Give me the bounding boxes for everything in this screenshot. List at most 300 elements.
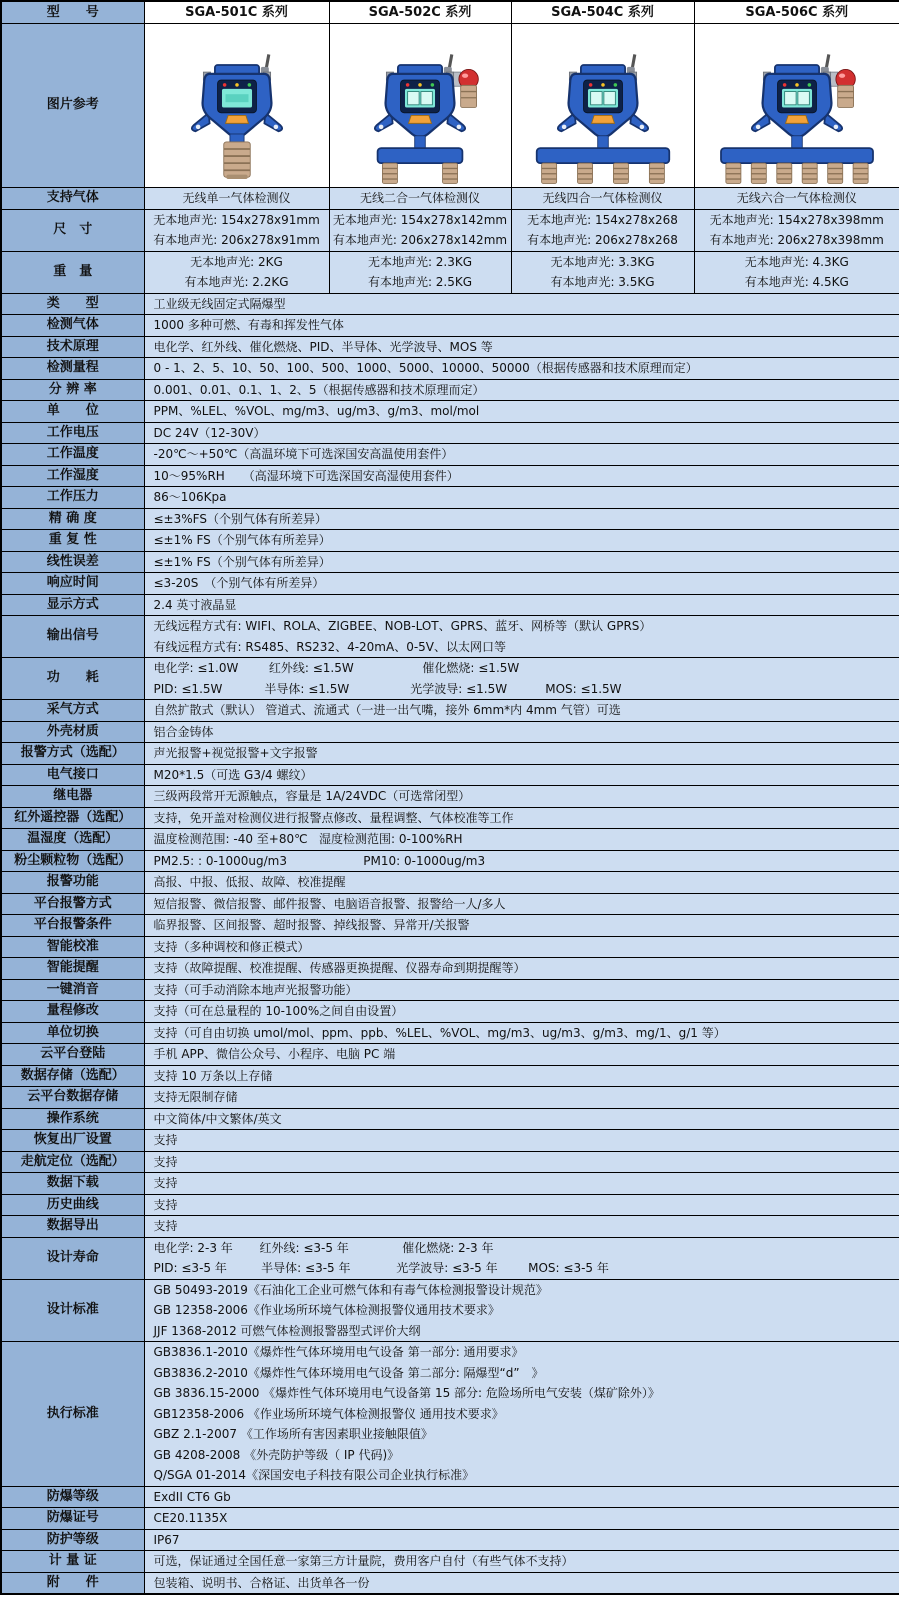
table-row	[1, 893, 899, 915]
spec-value-line: 无线二合一气体检测仪	[359, 191, 480, 205]
row-label	[1, 616, 144, 658]
spec-value-line: 支持 10 万条以上存储	[153, 1068, 273, 1083]
row-label	[1, 1237, 144, 1279]
spec-value-line: 有本地声光: 206x278x398mm	[709, 233, 884, 247]
spec-value-cell	[144, 1065, 899, 1087]
row-label	[1, 658, 144, 700]
spec-value-line: 0.001、0.01、0.1、1、2、5（根据传感器和技术原理而定）	[153, 382, 485, 397]
spec-value-cell	[329, 209, 511, 251]
spec-value-line: 支持，免开盖对检测仪进行报警点修改、量程调整、气体校准等工作	[153, 810, 514, 825]
spec-value-line: 工业级无线固定式隔爆型	[153, 296, 286, 311]
spec-value-line: 无线六合一气体检测仪	[736, 191, 857, 205]
table-row	[1, 487, 899, 509]
table-row	[1, 1151, 899, 1173]
row-label-text: 一键消音	[46, 981, 99, 997]
spec-value-line: 温度检测范围: -40 至+80℃ 湿度检测范围: 0-100%RH	[153, 832, 463, 846]
row-label-text: 云平台数据存储	[27, 1089, 119, 1104]
row-label	[1, 786, 144, 808]
spec-value-cell	[144, 358, 899, 380]
row-label-text: 数据导出	[46, 1218, 99, 1233]
table-row	[1, 1508, 899, 1530]
spec-value-cell	[144, 465, 899, 487]
row-label-text: 工作压力	[46, 489, 99, 504]
row-label	[1, 807, 144, 829]
spec-value-cell	[144, 958, 899, 980]
spec-value-cell	[144, 594, 899, 616]
product-image-cell-1	[329, 24, 511, 188]
spec-value-cell	[144, 979, 899, 1001]
spec-value-line: 无线远程方式有: WIFI、ROLA、ZIGBEE、NOB-LOT、GPRS、蓝牙、网桥等（默认 GPRS）	[153, 619, 652, 633]
row-label-text: 检测量程	[46, 360, 99, 375]
row-label	[1, 444, 144, 466]
spec-value-cell	[144, 1130, 899, 1152]
spec-value-line: 可选，保证通过全国任意一家第三方计量院，费用客户自付（有些气体不支持）	[153, 1554, 574, 1568]
spec-value-line: 无本地声光: 2KG	[190, 254, 283, 269]
table-row	[1, 422, 899, 444]
row-label-text: 电气接口	[46, 766, 99, 782]
spec-value-cell	[144, 829, 899, 851]
row-label-text: 粉尘颗粒物（选配）	[14, 852, 132, 868]
spec-value-cell	[511, 251, 694, 293]
spec-value-cell	[144, 658, 899, 700]
row-label-text: 线性误差	[46, 553, 99, 569]
row-label-text: 计 量 证	[48, 1553, 97, 1568]
table-row	[1, 1044, 899, 1066]
spec-value-cell	[144, 573, 899, 595]
spec-value-line: Q/SGA 01-2014《深国安电子科技有限公司企业执行标准》	[153, 1468, 475, 1482]
product-image-cell-3	[694, 24, 899, 188]
row-label-text: 报警功能	[46, 874, 99, 889]
table-row	[1, 465, 899, 487]
row-label	[1, 573, 144, 595]
spec-value-cell	[144, 850, 899, 872]
row-label	[1, 1508, 144, 1530]
image-reference-row	[1, 24, 899, 188]
spec-value-cell	[144, 1022, 899, 1044]
row-label-text: 防护等级	[46, 1531, 99, 1547]
spec-value-cell	[144, 1151, 899, 1173]
row-label	[1, 379, 144, 401]
spec-value-cell	[329, 188, 511, 210]
spec-value-line: 支持（多种调校和修正模式）	[153, 939, 310, 954]
row-label-text: 走航定位（选配）	[20, 1153, 125, 1169]
spec-value-line: 有本地声光: 206x278x268	[527, 233, 678, 247]
row-label-text: 防爆证号	[46, 1510, 99, 1525]
table-row	[1, 530, 899, 552]
spec-value-line: 无本地声光: 2.3KG	[367, 254, 473, 269]
table-row	[1, 658, 899, 700]
row-label-text: 型 号	[46, 5, 99, 20]
spec-value-line: 有线远程方式有: RS485、RS232、4-20mA、0-5V、以太网口等	[153, 639, 507, 654]
spec-value-line: 无本地声光: 154x278x91mm	[153, 212, 320, 227]
model-header-2	[511, 1, 694, 24]
table-row	[1, 551, 899, 573]
spec-value-cell	[144, 1216, 899, 1238]
spec-value-line: ≤±1% FS（个别气体有所差异）	[153, 554, 331, 569]
row-label-text: 红外遥控器（选配）	[14, 809, 132, 825]
spec-value-line: 10～95%RH （高湿环境下可选深国安高湿使用套件）	[153, 468, 459, 483]
spec-value-cell	[329, 251, 511, 293]
row-label-text: 防爆等级	[46, 1488, 99, 1504]
row-label-text: 平台报警条件	[33, 917, 112, 932]
row-label-text: 操作系统	[46, 1110, 99, 1126]
spec-value-cell	[144, 700, 899, 722]
table-row	[1, 573, 899, 595]
spec-value-line: 支持	[153, 1219, 178, 1233]
row-label-text: 分 辨 率	[48, 381, 97, 397]
spec-value-line: 支持（可在总量程的 10-100%之间自由设置）	[153, 1004, 404, 1018]
row-label	[1, 422, 144, 444]
row-label	[1, 764, 144, 786]
spec-value-line: GBZ 2.1-2007 《工作场所有害因素职业接触限值》	[153, 1427, 433, 1441]
spec-value-line: 电化学: ≤1.0W 红外线: ≤1.5W 催化燃烧: ≤1.5W	[153, 661, 520, 675]
spec-value-cell	[144, 1108, 899, 1130]
spec-value-line: 中文简体/中文繁体/英文	[153, 1111, 282, 1126]
spec-value-cell	[694, 251, 899, 293]
spec-value-cell	[144, 764, 899, 786]
spec-value-line: 无本地声光: 4.3KG	[744, 254, 849, 269]
spec-value-cell	[144, 251, 329, 293]
row-label-text: 执行标准	[46, 1405, 99, 1421]
row-label	[1, 700, 144, 722]
spec-value-cell	[144, 893, 899, 915]
spec-value-line: 无本地声光: 154x278x268	[527, 212, 678, 227]
model-name: SGA-501C 系列	[185, 5, 288, 20]
spec-value-line: 2.4 英寸液晶显	[153, 597, 237, 612]
row-label	[1, 958, 144, 980]
row-label	[1, 893, 144, 915]
row-label	[1, 1342, 144, 1487]
spec-value-line: 无本地声光: 154x278x142mm	[332, 212, 508, 227]
spec-value-line: 无本地声光: 154x278x398mm	[709, 212, 884, 227]
row-label-image	[1, 24, 144, 188]
row-label-text: 采气方式	[46, 702, 99, 717]
row-label	[1, 1173, 144, 1195]
row-label-text: 工作湿度	[46, 467, 99, 483]
row-label-text: 外壳材质	[46, 723, 99, 739]
spec-value-line: 有本地声光: 206x278x91mm	[153, 233, 320, 247]
row-label-text: 设计寿命	[46, 1249, 99, 1265]
table-row	[1, 1194, 899, 1216]
spec-value-cell	[144, 1486, 899, 1508]
table-row	[1, 807, 899, 829]
table-row	[1, 979, 899, 1001]
table-row	[1, 872, 899, 894]
table-row	[1, 358, 899, 380]
spec-value-cell	[144, 551, 899, 573]
row-label	[1, 209, 144, 251]
spec-value-line: 电化学、红外线、催化燃烧、PID、半导体、光学波导、MOS 等	[153, 339, 493, 354]
row-label-text: 精 确 度	[48, 510, 97, 526]
spec-value-line: 临界报警、区间报警、超时报警、掉线报警、异常开/关报警	[153, 918, 470, 932]
table-row	[1, 209, 899, 251]
spec-value-line: 支持	[153, 1197, 178, 1212]
row-label	[1, 721, 144, 743]
row-label	[1, 1529, 144, 1551]
spec-value-cell	[144, 444, 899, 466]
row-label	[1, 293, 144, 315]
row-label-text: 尺 寸	[53, 221, 93, 237]
row-label	[1, 1065, 144, 1087]
table-row	[1, 743, 899, 765]
row-label	[1, 530, 144, 552]
spec-value-line: ≤±1% FS（个别气体有所差异）	[153, 533, 331, 547]
row-label	[1, 315, 144, 337]
row-label	[1, 1001, 144, 1023]
table-row	[1, 1108, 899, 1130]
spec-value-cell	[144, 1342, 899, 1487]
table-row	[1, 336, 899, 358]
table-row	[1, 1065, 899, 1087]
spec-value-line: 0 - 1、2、5、10、50、100、500、1000、5000、10000、50000（根据传感器和技术原理而定）	[153, 361, 698, 375]
spec-value-line: 声光报警+视觉报警+文字报警	[153, 746, 318, 760]
table-row	[1, 1529, 899, 1551]
table-row	[1, 1279, 899, 1342]
model-header-0	[144, 1, 329, 24]
row-label-text: 继电器	[53, 788, 93, 803]
table-row	[1, 958, 899, 980]
spec-value-line: 电化学: 2-3 年 红外线: ≤3-5 年 催化燃烧: 2-3 年	[153, 1240, 494, 1255]
table-row	[1, 379, 899, 401]
spec-value-cell	[694, 188, 899, 210]
spec-value-line: ExdII CT6 Gb	[153, 1489, 231, 1504]
spec-value-cell	[144, 487, 899, 509]
row-label	[1, 1108, 144, 1130]
table-row	[1, 850, 899, 872]
row-label	[1, 465, 144, 487]
row-label	[1, 850, 144, 872]
spec-value-line: GB 12358-2006《作业场所环境气体检测报警仪通用技术要求》	[153, 1303, 500, 1317]
gas-detector-4in1-icon	[515, 35, 691, 187]
spec-value-cell	[144, 721, 899, 743]
row-label-text: 类 型	[46, 295, 99, 311]
row-label	[1, 401, 144, 423]
row-label	[1, 1572, 144, 1594]
table-row	[1, 786, 899, 808]
row-label-text: 历史曲线	[46, 1196, 99, 1212]
row-label-text: 恢复出厂设置	[33, 1132, 112, 1147]
spec-value-line: 自然扩散式（默认） 管道式、流通式（一进一出气嘴，接外 6mm*内 4mm 气管）可选	[153, 703, 621, 717]
spec-value-line: 支持无限制存储	[153, 1090, 238, 1104]
row-label	[1, 251, 144, 293]
spec-value-cell	[144, 1237, 899, 1279]
spec-value-cell	[144, 315, 899, 337]
spec-value-cell	[144, 915, 899, 937]
row-label	[1, 594, 144, 616]
spec-value-line: 有本地声光: 206x278x142mm	[332, 233, 508, 247]
row-label	[1, 829, 144, 851]
spec-value-cell	[144, 188, 329, 210]
spec-value-line: ≤3-20S （个别气体有所差异）	[153, 576, 325, 590]
table-row	[1, 315, 899, 337]
spec-value-line: PID: ≤1.5W 半导体: ≤1.5W 光学波导: ≤1.5W MOS: ≤1.5W	[153, 681, 622, 696]
spec-value-cell	[144, 1087, 899, 1109]
spec-value-cell	[144, 807, 899, 829]
row-label-text: 显示方式	[46, 596, 99, 612]
spec-value-line: GB12358-2006 《作业场所环境气体检测报警仪 通用技术要求》	[153, 1406, 504, 1421]
spec-value-cell	[144, 936, 899, 958]
spec-value-line: 高报、中报、低报、故障、校准提醒	[153, 875, 346, 889]
table-row	[1, 293, 899, 315]
row-label	[1, 1279, 144, 1342]
table-row	[1, 1130, 899, 1152]
row-label-text: 功 耗	[46, 670, 99, 686]
row-label-model	[1, 1, 144, 24]
table-row	[1, 444, 899, 466]
row-label	[1, 336, 144, 358]
table-row	[1, 508, 899, 530]
table-row	[1, 1572, 899, 1594]
row-label	[1, 1216, 144, 1238]
row-label-text: 数据下载	[46, 1175, 99, 1190]
spec-value-cell	[144, 1194, 899, 1216]
spec-value-line: GB3836.2-2010《爆炸性气体环境用电气设备 第二部分: 隔爆型“d” 》	[153, 1365, 544, 1380]
spec-value-line: GB3836.1-2010《爆炸性气体环境用电气设备 第一部分: 通用要求》	[153, 1345, 524, 1359]
spec-value-line: 有本地声光: 4.5KG	[744, 275, 849, 289]
spec-value-cell	[144, 336, 899, 358]
spec-value-line: ≤±3%FS（个别气体有所差异）	[153, 511, 327, 526]
gas-detector-6in1-icon	[709, 35, 885, 187]
spec-value-cell	[694, 209, 899, 251]
table-row	[1, 936, 899, 958]
row-label	[1, 1194, 144, 1216]
row-label-text: 云平台登陆	[40, 1046, 106, 1061]
table-row	[1, 594, 899, 616]
row-label	[1, 1551, 144, 1573]
row-label-text: 重 复 性	[48, 532, 97, 547]
row-label	[1, 1044, 144, 1066]
row-label-text: 支持气体	[46, 190, 99, 205]
product-image-cell-2	[511, 24, 694, 188]
row-label	[1, 487, 144, 509]
spec-table-body	[1, 1, 899, 1594]
spec-value-line: 手机 APP、微信公众号、小程序、电脑 PC 端	[153, 1047, 396, 1061]
table-row	[1, 1342, 899, 1487]
row-label	[1, 1130, 144, 1152]
table-row	[1, 251, 899, 293]
row-label	[1, 508, 144, 530]
spec-value-line: 包装箱、说明书、合格证、出货单各一份	[153, 1575, 370, 1590]
model-header-3	[694, 1, 899, 24]
spec-value-line: PPM、%LEL、%VOL、mg/m3、ug/m3、g/m3、mol/mol	[153, 404, 480, 418]
table-row	[1, 1173, 899, 1195]
spec-value-line: 支持（故障提醒、校准提醒、传感器更换提醒、仪器寿命到期提醒等）	[153, 961, 526, 975]
spec-value-cell	[511, 209, 694, 251]
table-row	[1, 188, 899, 210]
row-label-text: 检测气体	[46, 317, 99, 332]
row-label-text: 单位切换	[46, 1024, 99, 1040]
table-row	[1, 1486, 899, 1508]
row-label	[1, 1022, 144, 1044]
gas-detector-2in1-icon	[332, 35, 508, 187]
table-row	[1, 915, 899, 937]
table-row	[1, 1237, 899, 1279]
spec-value-line: 支持	[153, 1133, 178, 1147]
row-label-text: 设计标准	[46, 1302, 99, 1317]
gas-detector-single-icon	[149, 35, 325, 187]
spec-value-cell	[144, 872, 899, 894]
spec-value-line: 有本地声光: 3.5KG	[550, 275, 655, 289]
row-label	[1, 551, 144, 573]
spec-value-line: 86～106Kpa	[153, 490, 227, 504]
row-label-text: 响应时间	[46, 575, 99, 590]
spec-value-line: 支持（可手动消除本地声光报警功能）	[153, 982, 358, 997]
row-label	[1, 358, 144, 380]
spec-value-cell	[144, 379, 899, 401]
table-row	[1, 1001, 899, 1023]
row-label-text: 工作温度	[46, 446, 99, 461]
table-row	[1, 829, 899, 851]
spec-value-cell	[144, 786, 899, 808]
spec-value-cell	[144, 530, 899, 552]
row-label-text: 量程修改	[46, 1003, 99, 1018]
spec-value-line: PM2.5: : 0-1000ug/m3 PM10: 0-1000ug/m3	[153, 853, 486, 868]
spec-value-cell	[144, 1529, 899, 1551]
spec-value-cell	[144, 422, 899, 444]
row-label-text: 数据存储（选配）	[20, 1067, 125, 1083]
row-label	[1, 1087, 144, 1109]
spec-value-line: PID: ≤3-5 年 半导体: ≤3-5 年 光学波导: ≤3-5 年 MOS: ≤3-5 年	[153, 1261, 609, 1275]
spec-value-cell	[144, 616, 899, 658]
spec-value-line: GB 4208-2008 《外壳防护等级（ IP 代码)》	[153, 1447, 400, 1462]
spec-value-line: 无本地声光: 3.3KG	[550, 254, 655, 269]
model-name: SGA-506C 系列	[745, 5, 849, 20]
table-row	[1, 401, 899, 423]
row-label-text: 附 件	[46, 1574, 99, 1590]
row-label-text: 智能校准	[46, 938, 99, 954]
spec-value-cell	[144, 1279, 899, 1342]
spec-value-cell	[144, 1001, 899, 1023]
spec-value-cell	[144, 293, 899, 315]
spec-value-line: GB 3836.15-2000 《爆炸性气体环境用电气设备第 15 部分: 危险场所电气安装（煤矿除外）》	[153, 1386, 660, 1400]
spec-value-line: 有本地声光: 2.2KG	[184, 275, 289, 289]
table-row	[1, 1216, 899, 1238]
spec-value-cell	[144, 209, 329, 251]
row-label	[1, 979, 144, 1001]
spec-value-line: -20℃～+50℃（高温环境下可选深国安高温使用套件）	[153, 447, 454, 461]
row-label-text: 工作电压	[46, 424, 99, 440]
row-label	[1, 936, 144, 958]
row-label-text: 重 量	[53, 263, 93, 279]
spec-value-cell	[144, 1508, 899, 1530]
spec-value-line: 铝合金铸体	[153, 724, 214, 739]
row-label	[1, 188, 144, 210]
row-label-text: 智能提醒	[46, 960, 99, 975]
table-header-row	[1, 1, 899, 24]
row-label	[1, 1486, 144, 1508]
table-row	[1, 1087, 899, 1109]
spec-value-line: CE20.1135X	[153, 1511, 228, 1525]
spec-value-cell	[144, 1044, 899, 1066]
spec-value-line: 支持	[153, 1176, 178, 1190]
row-label	[1, 743, 144, 765]
model-name: SGA-504C 系列	[551, 5, 654, 20]
spec-value-line: GB 50493-2019《石油化工企业可燃气体和有毒气体检测报警设计规范》	[153, 1282, 548, 1297]
spec-value-cell	[511, 188, 694, 210]
spec-value-cell	[144, 1173, 899, 1195]
spec-value-cell	[144, 743, 899, 765]
row-label	[1, 915, 144, 937]
table-row	[1, 1022, 899, 1044]
row-label-text: 单 位	[46, 403, 99, 418]
spec-value-line: 1000 多种可燃、有毒和挥发性气体	[153, 318, 344, 332]
spec-value-cell	[144, 508, 899, 530]
spec-value-line: 无线单一气体检测仪	[182, 191, 291, 205]
table-row	[1, 616, 899, 658]
row-label-text: 温湿度（选配）	[27, 831, 119, 846]
spec-value-line: 短信报警、微信报警、邮件报警、电脑语音报警、报警给一人/多人	[153, 896, 506, 911]
product-image-cell-0	[144, 24, 329, 188]
